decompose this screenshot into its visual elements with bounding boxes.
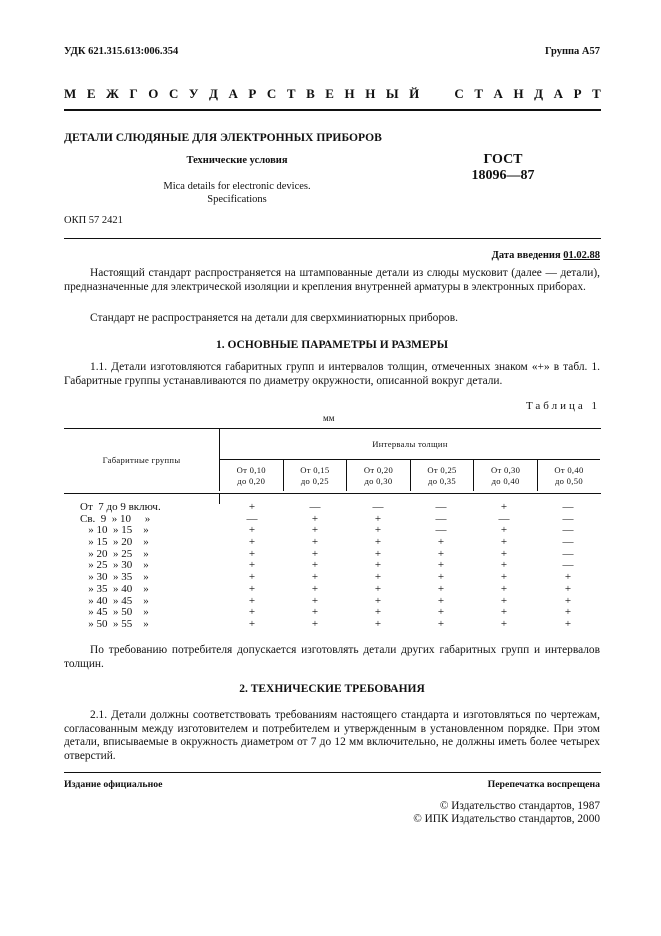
mark-cell: +: [311, 617, 319, 630]
interval-from: От 0,20: [363, 464, 394, 475]
size-group-cell: » 45 » 50 »: [80, 606, 149, 619]
banner-divider: [64, 109, 601, 111]
table-unit: мм: [323, 413, 335, 423]
table-row: [64, 502, 600, 514]
mark-cell: +: [564, 571, 572, 584]
mark-cell: +: [437, 606, 445, 619]
mark-cell: +: [248, 594, 256, 607]
mark-cell: +: [374, 594, 382, 607]
banner-letter: С: [168, 86, 179, 101]
mark-cell: +: [500, 501, 508, 513]
mark-cell: +: [374, 617, 382, 630]
mark-cell: +: [374, 547, 382, 560]
interval-to: до 0,20: [237, 475, 266, 486]
interval-header-2: [283, 460, 347, 492]
mark-cell: +: [311, 524, 319, 537]
interval-from: От 0,25: [427, 464, 457, 475]
table-caption: Таблица 1: [525, 400, 600, 412]
mark-cell: —: [246, 512, 258, 525]
banner-letter: Н: [344, 86, 355, 101]
mark-cell: +: [374, 582, 382, 595]
mark-cell: +: [248, 547, 256, 560]
clause-2-1: 2.1. Детали должны соответствовать требованиям настоящего стандарта и изготовляться по чертежам, согласованным между изготовителем и потребителем и утвержденным в установленном порядке. При этом детали, вписываемые в окружность диаметром от 7 до 12 мм включительно, не должны иметь более четырех отверстий.: [64, 709, 600, 762]
banner-letter: Т: [592, 86, 601, 101]
mark-cell: +: [500, 524, 508, 537]
mark-cell: +: [311, 582, 319, 595]
interval-column-header: Интервалы толщин: [220, 428, 601, 460]
mark-cell: —: [562, 512, 574, 525]
mark-cell: —: [498, 512, 510, 525]
table-header: [64, 428, 600, 491]
introduction-date-label: Дата введения: [491, 250, 561, 261]
interval-header-3: [347, 460, 411, 492]
size-group-cell: От 7 до 9 включ.: [80, 501, 161, 513]
mark-cell: +: [248, 606, 256, 619]
group-code: Группа А57: [544, 46, 600, 57]
table-row: [64, 537, 600, 549]
size-group-cell: » 35 » 40 »: [80, 582, 149, 595]
banner-word-gap: [430, 86, 444, 102]
banner-letter: Ы: [385, 86, 399, 101]
banner-letter: Г: [129, 86, 138, 101]
title-divider: [64, 238, 601, 239]
banner-letter: В: [306, 86, 315, 101]
table-body: [64, 502, 600, 631]
exclusion-paragraph: Стандарт не распространяется на детали для сверхминиатюрных приборов.: [90, 312, 458, 324]
mark-cell: +: [248, 559, 256, 572]
interval-to: до 0,30: [364, 475, 393, 486]
section-2-heading: 2. ТЕХНИЧЕСКИЕ ТРЕБОВАНИЯ: [239, 683, 425, 695]
interval-from: От 0,15: [300, 464, 330, 475]
gost-label: ГОСТ: [483, 152, 523, 167]
mark-cell: +: [248, 536, 256, 549]
mark-cell: +: [564, 606, 572, 619]
section-1-heading: 1. ОСНОВНЫЕ ПАРАМЕТРЫ И РАЗМЕРЫ: [215, 339, 449, 351]
footer-divider: [64, 772, 601, 773]
mark-cell: +: [248, 617, 256, 630]
mark-cell: +: [311, 536, 319, 549]
copyright-2000: © ИПК Издательство стандартов, 2000: [413, 813, 600, 825]
size-group-cell: » 20 » 25 »: [80, 547, 149, 560]
banner-letter: У: [188, 86, 199, 101]
mark-cell: —: [309, 501, 321, 513]
size-group-cell: » 40 » 45 »: [80, 594, 149, 607]
english-title-line1: Mica details for electronic devices.: [163, 181, 311, 192]
mark-cell: +: [374, 512, 382, 525]
mark-cell: —: [562, 536, 574, 549]
mark-cell: +: [500, 571, 508, 584]
mark-cell: +: [500, 547, 508, 560]
standard-banner: [64, 86, 601, 102]
size-group-cell: » 25 » 30 »: [80, 559, 149, 572]
mark-cell: —: [562, 559, 574, 572]
official-edition: Издание официальное: [64, 779, 163, 790]
interval-header-4: [410, 460, 474, 492]
mark-cell: —: [562, 524, 574, 537]
banner-letter: М: [64, 86, 77, 101]
mark-cell: +: [437, 559, 445, 572]
interval-header-5: [474, 460, 538, 492]
mark-cell: +: [311, 512, 319, 525]
banner-letter: О: [148, 86, 159, 101]
banner-letter: Д: [534, 86, 544, 101]
banner-letter: С: [266, 86, 277, 101]
mark-cell: +: [437, 547, 445, 560]
banner-letter: Ж: [106, 86, 119, 101]
mark-cell: —: [435, 512, 447, 525]
mark-cell: +: [311, 594, 319, 607]
okp-code: ОКП 57 2421: [64, 215, 123, 226]
mark-cell: +: [374, 571, 382, 584]
group-column-header: Габаритные группы: [64, 428, 220, 491]
reprint-prohibited: Перепечатка воспрещена: [487, 779, 600, 790]
banner-letter: Н: [365, 86, 376, 101]
interval-header-6: [537, 460, 600, 492]
mark-cell: +: [500, 594, 508, 607]
mark-cell: +: [437, 582, 445, 595]
banner-letter: Н: [513, 86, 524, 101]
size-group-cell: » 50 » 55 »: [80, 617, 149, 630]
interval-to: до 0,40: [491, 475, 520, 486]
banner-letter: Д: [208, 86, 218, 101]
mark-cell: +: [248, 582, 256, 595]
interval-header-1: [220, 460, 284, 492]
table-row: [64, 584, 600, 596]
table-row: [64, 619, 600, 631]
mark-cell: +: [500, 617, 508, 630]
size-group-cell: » 15 » 20 »: [80, 536, 149, 549]
mark-cell: —: [562, 547, 574, 560]
banner-letter: Р: [248, 86, 257, 101]
mark-cell: —: [435, 501, 447, 513]
gost-number: 18096—87: [471, 168, 535, 183]
copyright-1987: © Издательство стандартов, 1987: [439, 800, 600, 812]
mark-cell: +: [248, 501, 256, 513]
banner-letter: А: [228, 86, 238, 101]
mark-cell: +: [311, 606, 319, 619]
mark-cell: +: [500, 606, 508, 619]
document-subtitle: Технические условия: [186, 155, 288, 166]
banner-letter: Р: [573, 86, 582, 101]
banner-letter: А: [493, 86, 503, 101]
mark-cell: +: [437, 617, 445, 630]
mark-cell: +: [437, 594, 445, 607]
clause-1-note: По требованию потребителя допускается изготовлять детали других габаритных групп и интервалов толщин.: [64, 644, 600, 670]
interval-from: От 0,10: [236, 464, 266, 475]
mark-cell: +: [564, 617, 572, 630]
size-group-cell: Св. 9 » 10 »: [80, 512, 151, 525]
scope-paragraph: Настоящий стандарт распространяется на штампованные детали из слюды мусковит (далее — детали), предназначенные для электрической изоляции и крепления внутренней арматуры в электронных приборах.: [64, 267, 600, 293]
banner-letter: Й: [409, 86, 420, 101]
banner-letter: С: [454, 86, 464, 101]
mark-cell: +: [248, 524, 256, 537]
mark-cell: +: [374, 606, 382, 619]
mark-cell: —: [372, 501, 384, 513]
udk-code: УДК 621.315.613:006.354: [64, 46, 179, 57]
mark-cell: +: [500, 536, 508, 549]
interval-to: до 0,50: [554, 475, 583, 486]
interval-from: От 0,40: [554, 464, 584, 475]
size-group-cell: » 30 » 35 »: [80, 571, 149, 584]
mark-cell: +: [564, 594, 572, 607]
introduction-date: [492, 250, 600, 261]
mark-cell: +: [374, 536, 382, 549]
banner-letter: Т: [474, 86, 483, 101]
size-group-cell: » 10 » 15 »: [80, 524, 149, 537]
mark-cell: +: [374, 559, 382, 572]
banner-letter: Т: [286, 86, 296, 101]
introduction-date-value: 01.02.88: [563, 250, 600, 261]
english-title-line2: Specifications: [207, 194, 267, 205]
interval-from: От 0,30: [490, 464, 521, 475]
mark-cell: +: [437, 536, 445, 549]
table-header-rule: [64, 493, 601, 494]
interval-to: до 0,35: [428, 475, 456, 486]
interval-to: до 0,25: [300, 475, 329, 486]
banner-letter: Е: [325, 86, 334, 101]
mark-cell: +: [311, 559, 319, 572]
mark-cell: +: [311, 547, 319, 560]
banner-letter: Е: [86, 86, 96, 101]
mark-cell: +: [374, 524, 382, 537]
mark-cell: +: [311, 571, 319, 584]
mark-cell: +: [248, 571, 256, 584]
mark-cell: —: [435, 524, 447, 537]
mark-cell: +: [500, 559, 508, 572]
mark-cell: +: [564, 582, 572, 595]
clause-1-1: 1.1. Детали изготовляются габаритных групп и интервалов толщин, отмеченных знаком «+» в табл. 1. Габаритные группы устанавливаются по диаметру окружности, описанной вокруг детали.: [64, 361, 600, 387]
mark-cell: —: [562, 501, 574, 513]
mark-cell: +: [437, 571, 445, 584]
banner-letter: А: [553, 86, 564, 101]
document-title: ДЕТАЛИ СЛЮДЯНЫЕ ДЛЯ ЭЛЕКТРОННЫХ ПРИБОРОВ: [64, 131, 382, 144]
mark-cell: +: [500, 582, 508, 595]
